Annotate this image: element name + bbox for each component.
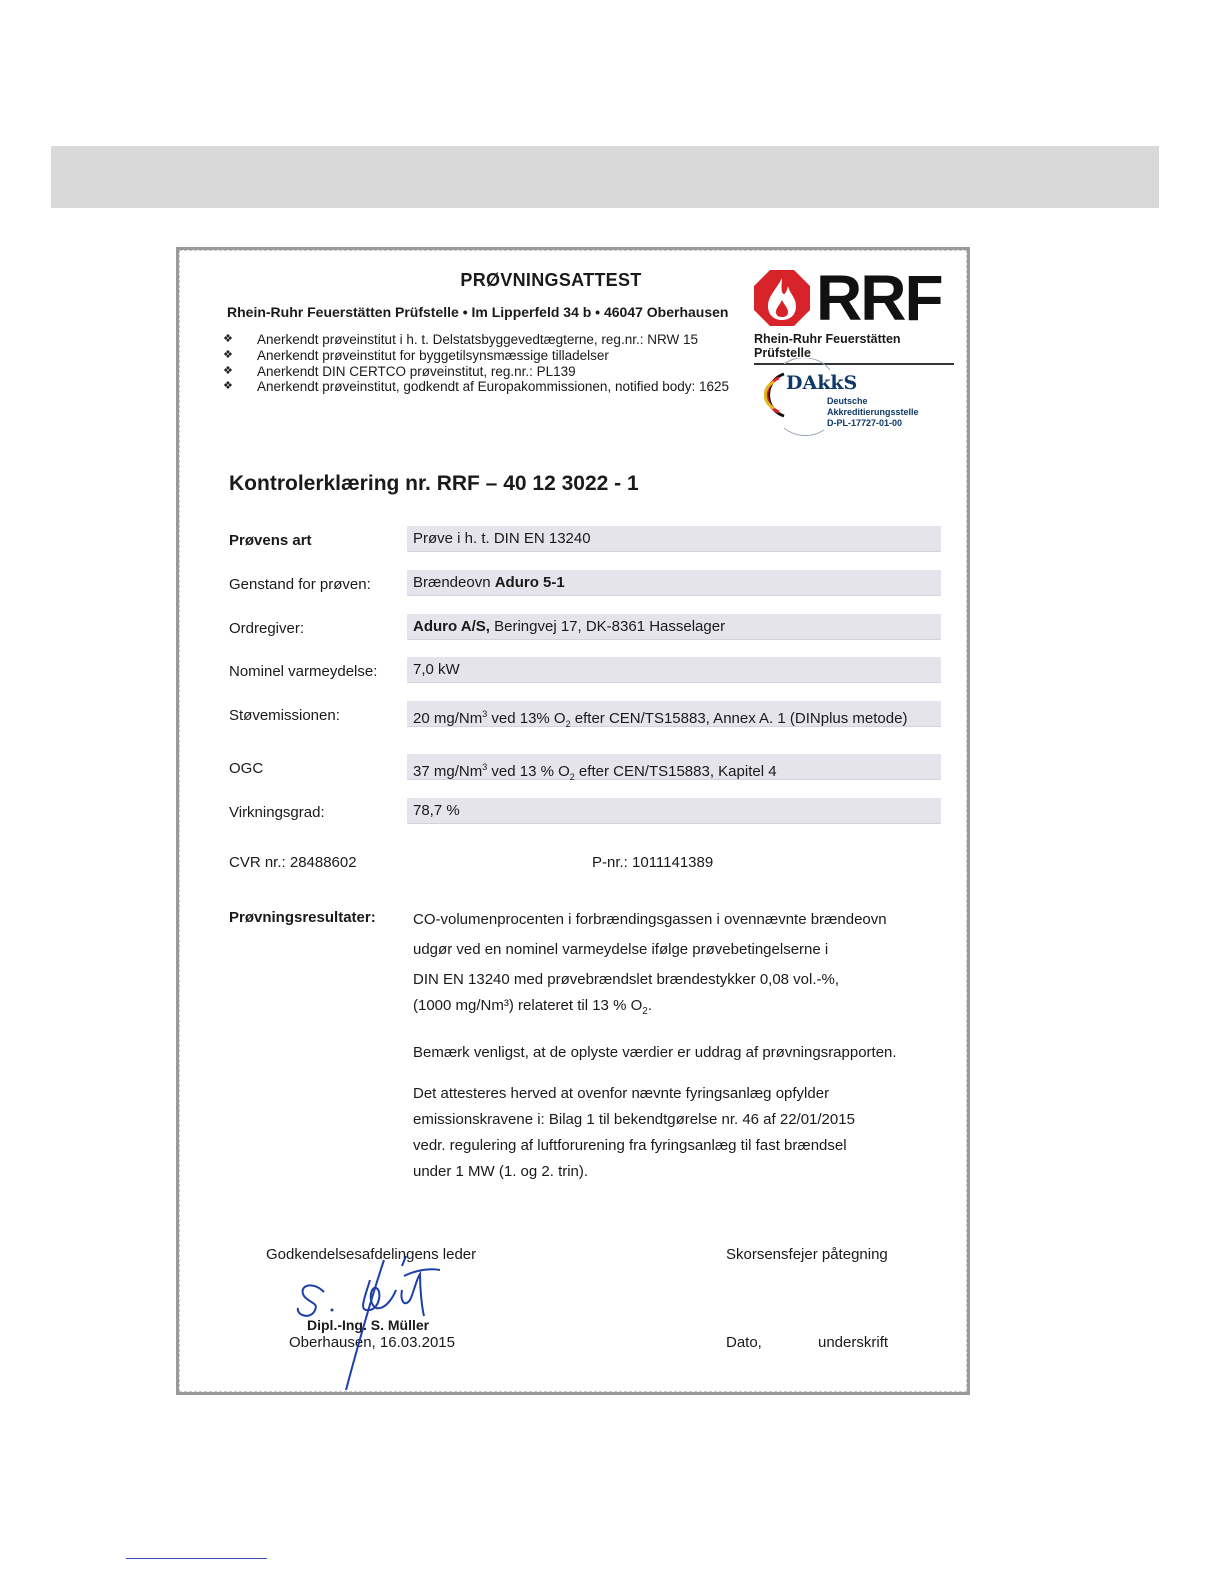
list-item: ❖ Anerkendt prøveinstitut i h. t. Delstatsbyggevedtægterne, reg.nr.: NRW 15 <box>223 332 698 347</box>
rrf-logo <box>754 262 954 365</box>
results-label: Prøvningsresultater: <box>229 909 376 926</box>
place-date: Oberhausen, 16.03.2015 <box>289 1334 455 1351</box>
certificate-document <box>176 247 970 1395</box>
dakks-badge <box>764 358 934 436</box>
test-type-label: Prøvens art <box>229 532 312 549</box>
power-label: Nominel varmeydelse: <box>229 663 378 680</box>
efficiency-label: Virkningsgrad: <box>229 804 325 821</box>
dakks-wordmark: DAkkS <box>786 372 858 394</box>
p-number: P-nr.: 1011141389 <box>592 854 714 871</box>
list-item: ❖ Anerkendt prøveinstitut for byggetilsynsmæssige tilladelser <box>223 347 609 363</box>
results-text: CO-volumenprocenten i forbrændingsgassen i ovennævnte brændeovn udgør ved en nominel varmeydelse ifølge prøvebetingelserne i DIN EN 13240 med prøvebrændslet brændestykker 0,08 vol.-%, (1000 mg/Nm³) relateret til 13 % $O_2$. Bemærk venligst, at de oplyste værdier er uddrag af prøvningsrapporten. Det attesteres herved at ovenfor nævnte fyringsanlæg opfylder emissionskravene i: Bilag 1 til bekendtgørelse nr. 46 af 22/01/2015 vedr. regulering af luftforurening fra fyringsanlæg til fast brændsel under 1 MW (1. og 2. trin). <box>413 911 897 1180</box>
dakks-details: Deutsche Akkreditierungsstelle D-PL-17727-01-00 <box>827 396 919 428</box>
list-item: ❖ Anerkendt DIN CERTCO prøveinstitut, reg.nr.: PL139 <box>223 363 576 379</box>
object-value: Brændeovn Aduro 5-1 <box>407 570 941 596</box>
top-gray-bar <box>51 146 1159 208</box>
date-label: Dato, <box>726 1334 762 1351</box>
flame-icon <box>754 270 810 326</box>
bullet-icon: ❖ <box>223 348 233 361</box>
test-type-value: Prøve i h. t. DIN EN 13240 <box>407 526 941 552</box>
institute-address: Rhein-Ruhr Feuerstätten Prüfstelle • Im Lipperfeld 34 b • 46047 Oberhausen <box>227 304 729 320</box>
handwritten-signature <box>284 1250 484 1392</box>
bullet-icon: ❖ <box>223 364 233 377</box>
ogc-value: 37 mg/Nm$^3$ ved 13 % $O_2$ efter CEN/TS15883, Kapitel 4 <box>407 754 941 780</box>
list-item: ❖ Anerkendt prøveinstitut, godkendt af Europakommissionen, notified body: 1625 <box>223 379 730 395</box>
dakks-emblem-icon <box>764 358 834 436</box>
declaration-heading: Kontrolerklæring nr. RRF – 40 12 3022 - 1 <box>229 472 639 495</box>
client-label: Ordregiver: <box>229 620 305 637</box>
bullet-icon: ❖ <box>223 333 233 345</box>
power-value: 7,0 kW <box>407 657 941 683</box>
logo-subtitle: Rhein-Ruhr Feuerstätten Prüfstelle <box>754 332 954 365</box>
efficiency-value: 78,7 % <box>407 798 941 824</box>
approver-name: Dipl.-Ing. S. Müller <box>307 1317 430 1333</box>
logo-wordmark: RRF <box>816 262 942 334</box>
cvr-number: CVR nr.: 28488602 <box>229 854 357 871</box>
approver-role: Godkendelsesafdelingens leder <box>266 1246 477 1263</box>
bullet-icon: ❖ <box>223 380 233 393</box>
dust-label: Støvemissionen: <box>229 707 340 724</box>
ogc-label: OGC <box>229 760 264 777</box>
client-value: Aduro A/S, Beringvej 17, DK-8361 Hasselager <box>407 614 941 640</box>
object-label: Genstand for prøven: <box>229 576 371 593</box>
accreditation-list <box>223 332 729 395</box>
dust-value: 20 mg/Nm$^3$ ved 13% $O_2$ efter CEN/TS15883, Annex A. 1 (DINplus metode) <box>407 701 941 727</box>
certificate-title: PRØVNINGSATTEST <box>460 270 642 290</box>
chimney-sweep-endorsement: Skorsensfejer påtegning <box>726 1246 888 1263</box>
footnote-divider <box>126 1558 267 1559</box>
signature-label: underskrift <box>818 1334 889 1351</box>
